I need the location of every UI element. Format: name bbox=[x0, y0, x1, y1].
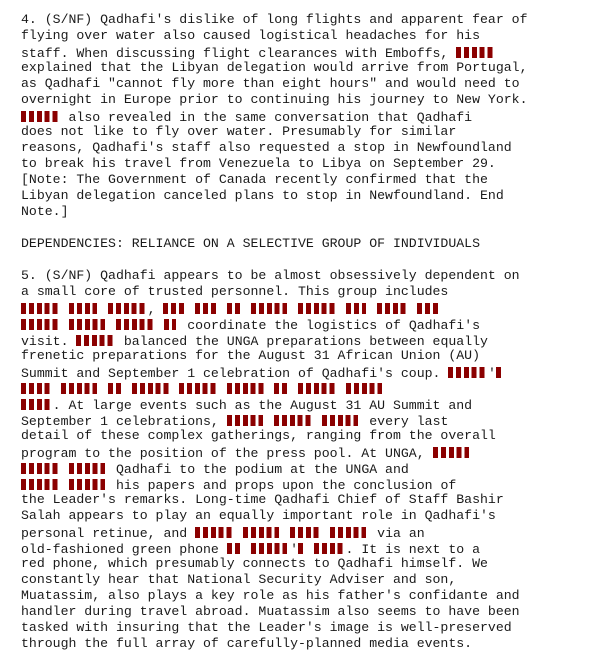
redaction-block bbox=[69, 463, 106, 474]
line-text bbox=[187, 302, 195, 317]
line-text bbox=[124, 382, 132, 397]
redaction-block bbox=[456, 47, 493, 58]
redaction-block bbox=[377, 303, 406, 314]
redaction-block bbox=[195, 303, 216, 314]
redaction-block bbox=[69, 479, 106, 490]
redaction-block bbox=[298, 543, 303, 554]
text-line bbox=[21, 284, 586, 300]
line-text bbox=[171, 382, 179, 397]
line-text: tasked with insuring that the Leader's image is well-preserved bbox=[21, 620, 512, 635]
line-text: Libyan delegation canceled plans to stop in Newfoundland. End bbox=[21, 188, 504, 203]
cable-document bbox=[21, 12, 586, 652]
line-text bbox=[100, 302, 108, 317]
redaction-block bbox=[116, 319, 153, 330]
line-text: , bbox=[147, 302, 164, 317]
redaction-block bbox=[227, 415, 264, 426]
line-text bbox=[61, 478, 69, 493]
redaction-block bbox=[76, 335, 113, 346]
redaction-block bbox=[314, 543, 343, 554]
redaction-block bbox=[346, 303, 367, 314]
line-text bbox=[235, 526, 243, 541]
line-text: a small core of trusted personnel. This group includes bbox=[21, 284, 449, 299]
line-text: flying over water also caused logistical headaches for his bbox=[21, 28, 480, 43]
paragraph-gap bbox=[21, 252, 586, 268]
redaction-block bbox=[227, 543, 240, 554]
line-text bbox=[243, 542, 251, 557]
text-line bbox=[21, 572, 586, 588]
line-text bbox=[61, 302, 69, 317]
line-text: also revealed in the same conversation that Qadhafi bbox=[60, 110, 473, 125]
redaction-block bbox=[195, 527, 232, 538]
text-line bbox=[21, 92, 586, 108]
text-line bbox=[21, 444, 586, 460]
line-text: 5. (S/NF) Qadhafi appears to be almost obsessively dependent on bbox=[21, 268, 520, 283]
redaction-block bbox=[69, 303, 98, 314]
redaction-block bbox=[322, 415, 359, 426]
line-text bbox=[266, 382, 274, 397]
text-line bbox=[21, 156, 586, 172]
redaction-block bbox=[21, 111, 58, 122]
text-line bbox=[21, 524, 586, 540]
text-line bbox=[21, 60, 586, 76]
text-line bbox=[21, 172, 586, 188]
redaction-block bbox=[227, 383, 264, 394]
text-line bbox=[21, 540, 586, 556]
text-line bbox=[21, 588, 586, 604]
line-text: his papers and props upon the conclusion of bbox=[108, 478, 457, 493]
line-text: Note.] bbox=[21, 204, 69, 219]
line-text: ' bbox=[290, 542, 299, 557]
text-line bbox=[21, 12, 586, 28]
line-text: constantly hear that National Security Adviser and son, bbox=[21, 572, 457, 587]
line-text bbox=[108, 318, 116, 333]
text-line bbox=[21, 140, 586, 156]
line-text: staff. When discussing flight clearances with Emboffs, bbox=[21, 46, 457, 61]
line-text: program to the position of the press pool. At UNGA, bbox=[21, 446, 433, 461]
line-text: red phone, which presumably connects to Qadhafi himself. We bbox=[21, 556, 488, 571]
line-text: . It is next to a bbox=[345, 542, 481, 557]
paragraph-gap bbox=[21, 220, 586, 236]
line-text bbox=[306, 542, 314, 557]
line-text: detail of these complex gatherings, ranging from the overall bbox=[21, 428, 496, 443]
text-line bbox=[21, 380, 586, 396]
paragraph-5 bbox=[21, 268, 586, 652]
redaction-block bbox=[108, 383, 121, 394]
text-line bbox=[21, 124, 586, 140]
line-text: frenetic preparations for the August 31 African Union (AU) bbox=[21, 348, 480, 363]
redaction-block bbox=[251, 303, 288, 314]
line-text bbox=[243, 302, 251, 317]
text-line bbox=[21, 348, 586, 364]
redaction-block bbox=[298, 383, 335, 394]
paragraph-4 bbox=[21, 12, 586, 220]
line-text: balanced the UNGA preparations between equally bbox=[115, 334, 488, 349]
line-text: to break his travel from Venezuela to Libya on September 29. bbox=[21, 156, 496, 171]
redaction-block bbox=[251, 543, 288, 554]
line-text: old-fashioned green phone bbox=[21, 542, 227, 557]
line-text bbox=[61, 462, 69, 477]
redaction-block bbox=[290, 527, 319, 538]
line-text bbox=[100, 382, 108, 397]
text-line bbox=[21, 188, 586, 204]
redaction-block bbox=[227, 303, 240, 314]
line-text bbox=[290, 302, 298, 317]
text-line bbox=[21, 492, 586, 508]
text-line bbox=[21, 476, 586, 492]
line-text: every last bbox=[361, 414, 449, 429]
text-line bbox=[21, 268, 586, 284]
line-text: . At large events such as the August 31 AU Summit and bbox=[52, 398, 473, 413]
redaction-block bbox=[21, 399, 50, 410]
text-line bbox=[21, 460, 586, 476]
line-text bbox=[322, 526, 330, 541]
section-heading: DEPENDENCIES: RELIANCE ON A SELECTIVE GROUP OF INDIVIDUALS bbox=[21, 236, 480, 251]
line-text bbox=[338, 382, 346, 397]
line-text bbox=[53, 382, 61, 397]
line-text bbox=[314, 414, 322, 429]
redaction-block bbox=[243, 527, 280, 538]
line-text bbox=[282, 526, 290, 541]
redaction-block bbox=[433, 447, 470, 458]
line-text: Qadhafi to the podium at the UNGA and bbox=[108, 462, 409, 477]
line-text: Salah appears to play an equally important role in Qadhafi's bbox=[21, 508, 496, 523]
redaction-block bbox=[21, 319, 58, 330]
text-line bbox=[21, 204, 586, 220]
text-line bbox=[21, 300, 586, 316]
redaction-block bbox=[21, 463, 58, 474]
text-line bbox=[21, 636, 586, 652]
line-text: [Note: The Government of Canada recently confirmed that the bbox=[21, 172, 488, 187]
line-text: Muatassim, also plays a key role as his father's confidante and bbox=[21, 588, 520, 603]
text-line bbox=[21, 396, 586, 412]
line-text bbox=[61, 318, 69, 333]
text-line bbox=[21, 604, 586, 620]
redaction-block bbox=[274, 383, 287, 394]
text-line bbox=[21, 28, 586, 44]
line-text: ' bbox=[487, 366, 496, 381]
text-line bbox=[21, 76, 586, 92]
redaction-block bbox=[330, 527, 367, 538]
text-line bbox=[21, 108, 586, 124]
redaction-block bbox=[163, 303, 184, 314]
text-line bbox=[21, 412, 586, 428]
redaction-block bbox=[164, 319, 177, 330]
redaction-block bbox=[496, 367, 501, 378]
line-text bbox=[219, 382, 227, 397]
line-text: Summit and September 1 celebration of Qadhafi's coup. bbox=[21, 366, 449, 381]
line-text bbox=[266, 414, 274, 429]
text-line bbox=[21, 316, 586, 332]
line-text: visit. bbox=[21, 334, 77, 349]
line-text: reasons, Qadhafi's staff also requested a stop in Newfoundland bbox=[21, 140, 512, 155]
line-text: overnight in Europe prior to continuing his journey to New York. bbox=[21, 92, 528, 107]
redaction-block bbox=[179, 383, 216, 394]
line-text: as Qadhafi "cannot fly more than eight hours" and would need to bbox=[21, 76, 520, 91]
text-line bbox=[21, 428, 586, 444]
line-text bbox=[156, 318, 164, 333]
line-text: the Leader's remarks. Long-time Qadhafi Chief of Staff Bashir bbox=[21, 492, 504, 507]
line-text: via an bbox=[369, 526, 425, 541]
line-text: September 1 celebrations, bbox=[21, 414, 227, 429]
redaction-block bbox=[417, 303, 438, 314]
line-text bbox=[338, 302, 346, 317]
line-text bbox=[409, 302, 417, 317]
text-line bbox=[21, 44, 586, 60]
line-text: through the full array of carefully-planned media events. bbox=[21, 636, 473, 651]
line-text: coordinate the logistics of Qadhafi's bbox=[179, 318, 481, 333]
redaction-block bbox=[21, 479, 58, 490]
redaction-block bbox=[21, 383, 50, 394]
redaction-block bbox=[132, 383, 169, 394]
redaction-block bbox=[346, 383, 383, 394]
text-line bbox=[21, 508, 586, 524]
line-text bbox=[219, 302, 227, 317]
line-text bbox=[369, 302, 377, 317]
redaction-block bbox=[448, 367, 485, 378]
line-text bbox=[290, 382, 298, 397]
line-text: explained that the Libyan delegation would arrive from Portugal, bbox=[21, 60, 528, 75]
redaction-block bbox=[61, 383, 98, 394]
line-text: 4. (S/NF) Qadhafi's dislike of long flights and apparent fear of bbox=[21, 12, 528, 27]
text-line bbox=[21, 556, 586, 572]
redaction-block bbox=[274, 415, 311, 426]
line-text: personal retinue, and bbox=[21, 526, 196, 541]
text-line bbox=[21, 332, 586, 348]
line-text: handler during travel abroad. Muatassim also seems to have been bbox=[21, 604, 520, 619]
text-line bbox=[21, 364, 586, 380]
redaction-block bbox=[21, 303, 58, 314]
redaction-block bbox=[298, 303, 335, 314]
text-line bbox=[21, 620, 586, 636]
redaction-block bbox=[108, 303, 145, 314]
line-text: does not like to fly over water. Presumably for similar bbox=[21, 124, 457, 139]
redaction-block bbox=[69, 319, 106, 330]
